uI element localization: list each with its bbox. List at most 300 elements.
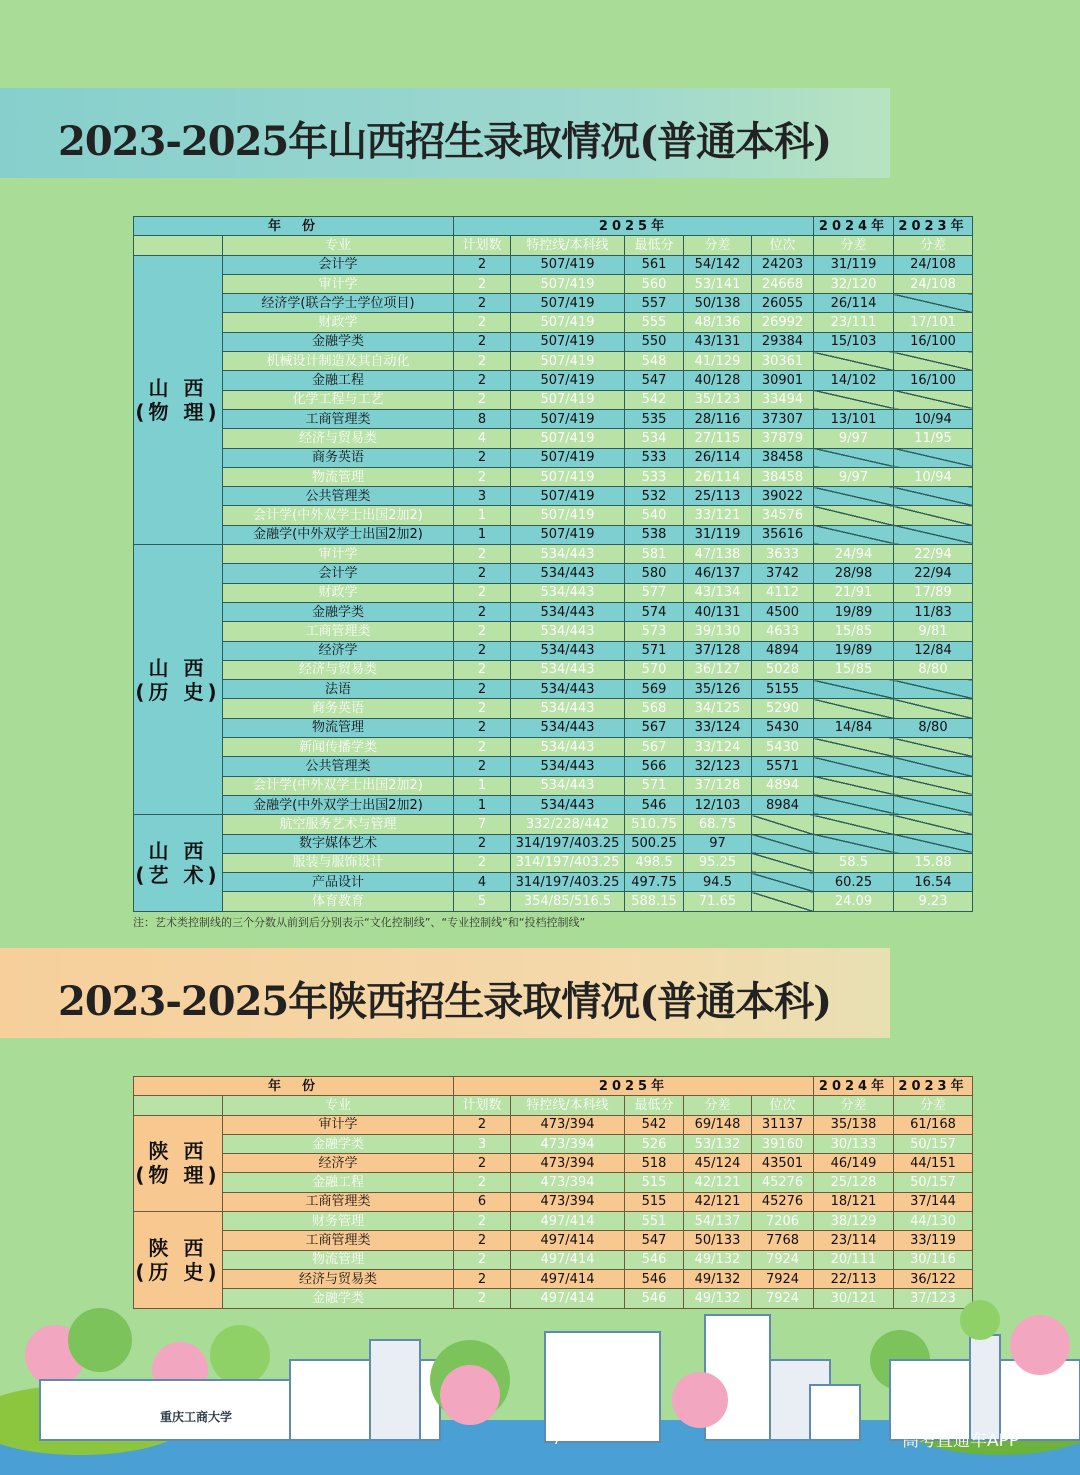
table-cell: 2 [454, 641, 511, 660]
table-cell: 557 [625, 294, 684, 313]
table-cell: 8/80 [894, 660, 973, 679]
table-cell: 16.54 [894, 873, 973, 892]
table-cell: 58.5 [814, 853, 894, 872]
table-cell: 2 [454, 699, 511, 718]
table-row [134, 352, 973, 371]
table-cell: 24203 [752, 255, 814, 274]
table-cell: 10/94 [894, 409, 973, 428]
table-cell: 526 [625, 1134, 684, 1153]
table-cell: 50/157 [894, 1134, 973, 1153]
table-cell: 314/197/403.25 [511, 853, 625, 872]
table-cell: 1 [454, 795, 511, 814]
table-row [134, 1231, 973, 1250]
table-cell: 31137 [752, 1115, 814, 1134]
table-cell: 3 [454, 487, 511, 506]
table-cell: 49/132 [684, 1269, 752, 1288]
table-cell: 4894 [752, 641, 814, 660]
table-cell [752, 873, 814, 892]
table-cell: 507/419 [511, 255, 625, 274]
table-cell: 507/419 [511, 506, 625, 525]
table-row [134, 602, 973, 621]
table-cell: 534/443 [511, 718, 625, 737]
header-2024: 2024年 [814, 217, 894, 236]
table-cell: 4 [454, 429, 511, 448]
header-2023: 2023年 [894, 1077, 973, 1096]
header-group-blank [134, 236, 223, 255]
table-cell [814, 738, 894, 757]
table-cell: 30901 [752, 371, 814, 390]
table-cell: 35/138 [814, 1115, 894, 1134]
table-cell: 535 [625, 409, 684, 428]
table-cell: 4633 [752, 622, 814, 641]
table-cell [894, 795, 973, 814]
table-cell: 574 [625, 602, 684, 621]
table-cell: 26992 [752, 313, 814, 332]
table-cell: 26/114 [814, 294, 894, 313]
table-cell: 547 [625, 1231, 684, 1250]
table-cell: 物流管理 [223, 718, 454, 737]
table-cell [814, 776, 894, 795]
table-cell: 经济与贸易类 [223, 660, 454, 679]
table-cell: 515 [625, 1173, 684, 1192]
table-cell: 工商管理类 [223, 1231, 454, 1250]
header-plan: 计划数 [454, 1096, 511, 1115]
table-row [134, 390, 973, 409]
table-cell: 39/130 [684, 622, 752, 641]
table-row [134, 409, 973, 428]
table-cell [814, 815, 894, 834]
table-cell: 577 [625, 583, 684, 602]
table-cell: 35/126 [684, 680, 752, 699]
header-diff24: 分差 [814, 236, 894, 255]
table-cell: 14/102 [814, 371, 894, 390]
table-cell: 体育教育 [223, 892, 454, 911]
table-cell: 5430 [752, 738, 814, 757]
table-row [134, 313, 973, 332]
table-cell: 497/414 [511, 1212, 625, 1231]
table-cell: 567 [625, 738, 684, 757]
table-cell: 49/132 [684, 1250, 752, 1269]
table-row [134, 738, 973, 757]
table-cell: 31/119 [684, 525, 752, 544]
table-cell: 5 [454, 892, 511, 911]
table-cell: 46/137 [684, 564, 752, 583]
table-cell [894, 776, 973, 795]
table-cell: 2 [454, 352, 511, 371]
table-cell: 2 [454, 1289, 511, 1308]
table-cell: 507/419 [511, 487, 625, 506]
table-cell: 507/419 [511, 294, 625, 313]
table-cell: 5571 [752, 757, 814, 776]
group-label: 陕 西 (物 理) [134, 1115, 223, 1211]
table-cell: 财政学 [223, 313, 454, 332]
table-cell: 27/115 [684, 429, 752, 448]
table-row [134, 332, 973, 351]
table-cell: 534/443 [511, 776, 625, 795]
table-cell: 550 [625, 332, 684, 351]
table-cell: 2 [454, 738, 511, 757]
table-cell: 473/394 [511, 1134, 625, 1153]
watermark: 高考直通车APP [902, 1431, 1020, 1451]
table-cell: 16/100 [894, 332, 973, 351]
table-cell: 50/157 [894, 1173, 973, 1192]
table-cell: 15/85 [814, 660, 894, 679]
table-row [134, 448, 973, 467]
table-cell: 2 [454, 757, 511, 776]
table-cell: 22/94 [894, 564, 973, 583]
header-2025: 2025年 [454, 1077, 814, 1096]
table-row [134, 795, 973, 814]
table-cell [894, 294, 973, 313]
table-cell [814, 699, 894, 718]
table-cell [752, 834, 814, 853]
table-cell: 507/419 [511, 313, 625, 332]
table-cell: 507/419 [511, 390, 625, 409]
table-row [134, 834, 973, 853]
table-cell: 507/419 [511, 448, 625, 467]
table-cell: 15/103 [814, 332, 894, 351]
table-cell: 33/119 [894, 1231, 973, 1250]
table-cell: 8 [454, 409, 511, 428]
table-row [134, 699, 973, 718]
table-cell: 507/419 [511, 371, 625, 390]
table-cell: 2 [454, 680, 511, 699]
table-cell: 60.25 [814, 873, 894, 892]
table-cell: 5155 [752, 680, 814, 699]
table-cell: 581 [625, 545, 684, 564]
table-cell: 6 [454, 1192, 511, 1211]
table-cell: 物流管理 [223, 467, 454, 486]
table-cell: 42/121 [684, 1173, 752, 1192]
table-cell [894, 448, 973, 467]
table-cell: 45276 [752, 1173, 814, 1192]
table-cell: 2 [454, 1269, 511, 1288]
table-cell: 33/124 [684, 718, 752, 737]
table-cell: 546 [625, 795, 684, 814]
table-cell: 39022 [752, 487, 814, 506]
table-cell: 20/111 [814, 1250, 894, 1269]
table-cell: 5430 [752, 718, 814, 737]
table-cell: 498.5 [625, 853, 684, 872]
table-cell: 94.5 [684, 873, 752, 892]
table-cell: 2 [454, 545, 511, 564]
table-cell: 33494 [752, 390, 814, 409]
table-cell: 13/101 [814, 409, 894, 428]
campus-sign: 重庆工商大学 [160, 1410, 233, 1424]
table-cell: 商务英语 [223, 448, 454, 467]
table-cell [894, 738, 973, 757]
table-cell: 7206 [752, 1212, 814, 1231]
table-cell: 546 [625, 1250, 684, 1269]
table-row [134, 815, 973, 834]
table-cell: 金融工程 [223, 1173, 454, 1192]
table-cell: 32/123 [684, 757, 752, 776]
table-cell: 5028 [752, 660, 814, 679]
table-cell: 39160 [752, 1134, 814, 1153]
table-cell [814, 757, 894, 776]
header-diff23: 分差 [894, 1096, 973, 1115]
header-min: 最低分 [625, 236, 684, 255]
page-title-shaanxi: 2023-2025年陕西招生录取情况(普通本科) [58, 978, 832, 1025]
table-row [134, 641, 973, 660]
table-row [134, 255, 973, 274]
table-cell: 569 [625, 680, 684, 699]
table-cell [894, 757, 973, 776]
table-cell: 38/129 [814, 1212, 894, 1231]
table-cell: 33/124 [684, 738, 752, 757]
table-cell: 507/419 [511, 274, 625, 293]
group-label: 山 西 (物 理) [134, 255, 223, 544]
table-cell: 49/132 [684, 1289, 752, 1308]
table-row [134, 622, 973, 641]
table-cell [814, 525, 894, 544]
table-cell: 会计学(中外双学士出国2加2) [223, 776, 454, 795]
table-cell: 2 [454, 564, 511, 583]
table-cell: 547 [625, 371, 684, 390]
table-cell: 12/84 [894, 641, 973, 660]
table-cell: 18/121 [814, 1192, 894, 1211]
table-cell: 2 [454, 622, 511, 641]
table-cell: 37/128 [684, 776, 752, 795]
table-cell: 25/128 [814, 1173, 894, 1192]
table-cell: 53/141 [684, 274, 752, 293]
table-cell: 507/419 [511, 352, 625, 371]
table-cell: 473/394 [511, 1154, 625, 1173]
table-cell: 534/443 [511, 545, 625, 564]
table-row [134, 660, 973, 679]
table-cell: 15/85 [814, 622, 894, 641]
table-cell: 2 [454, 583, 511, 602]
table-cell: 9.23 [894, 892, 973, 911]
table-cell: 2 [454, 255, 511, 274]
table-cell: 21/91 [814, 583, 894, 602]
table-cell: 61/168 [894, 1115, 973, 1134]
table-cell: 法语 [223, 680, 454, 699]
table-cell [814, 487, 894, 506]
table-cell: 54/142 [684, 255, 752, 274]
table-cell: 金融工程 [223, 371, 454, 390]
table-cell [894, 680, 973, 699]
table-cell [814, 680, 894, 699]
table-cell [752, 892, 814, 911]
table-cell: 29384 [752, 332, 814, 351]
table-cell: 航空服务艺术与管理 [223, 815, 454, 834]
table-cell: 573 [625, 622, 684, 641]
table-cell: 534/443 [511, 757, 625, 776]
table-cell: 审计学 [223, 545, 454, 564]
table-cell [894, 506, 973, 525]
table-cell: 10/94 [894, 467, 973, 486]
page-number: ·7· [548, 1432, 566, 1448]
table-cell [894, 699, 973, 718]
table-row [134, 294, 973, 313]
table-cell: 物流管理 [223, 1250, 454, 1269]
table-cell: 9/97 [814, 467, 894, 486]
table-cell: 473/394 [511, 1173, 625, 1192]
header-group-blank [134, 1096, 223, 1115]
table-cell: 5290 [752, 699, 814, 718]
table-cell: 43/134 [684, 583, 752, 602]
table-cell: 30361 [752, 352, 814, 371]
table-cell: 会计学 [223, 564, 454, 583]
table-row [134, 274, 973, 293]
header-major: 专业 [223, 236, 454, 255]
table-cell: 40/131 [684, 602, 752, 621]
header-diff24: 分差 [814, 1096, 894, 1115]
table-cell [894, 834, 973, 853]
table-row [134, 680, 973, 699]
table-cell: 37307 [752, 409, 814, 428]
table-cell: 4894 [752, 776, 814, 795]
table-cell: 工商管理类 [223, 409, 454, 428]
table-cell: 金融学(中外双学士出国2加2) [223, 795, 454, 814]
table-row [134, 757, 973, 776]
table-cell: 542 [625, 390, 684, 409]
table-cell: 7924 [752, 1289, 814, 1308]
table-cell: 50/138 [684, 294, 752, 313]
table-cell [894, 352, 973, 371]
table-cell: 36/122 [894, 1269, 973, 1288]
header-line: 特控线/本科线 [511, 1096, 625, 1115]
table-cell: 23/111 [814, 313, 894, 332]
table-cell: 37/128 [684, 641, 752, 660]
header-plan: 计划数 [454, 236, 511, 255]
table-cell [752, 815, 814, 834]
table-cell: 2 [454, 1115, 511, 1134]
table-cell: 22/94 [894, 545, 973, 564]
table-cell: 515 [625, 1192, 684, 1211]
table-cell: 22/113 [814, 1269, 894, 1288]
table-cell: 538 [625, 525, 684, 544]
table-cell: 产品设计 [223, 873, 454, 892]
table-cell: 新闻传播学类 [223, 738, 454, 757]
table-cell [814, 506, 894, 525]
table-cell: 工商管理类 [223, 1192, 454, 1211]
table-cell: 35/123 [684, 390, 752, 409]
table-cell [814, 352, 894, 371]
table-cell [814, 834, 894, 853]
table-cell [894, 815, 973, 834]
table-cell [814, 795, 894, 814]
table-cell: 16/100 [894, 371, 973, 390]
table-cell: 497/414 [511, 1250, 625, 1269]
table-row [134, 1269, 973, 1288]
table-cell: 24/108 [894, 255, 973, 274]
table-cell: 3742 [752, 564, 814, 583]
table-cell: 32/120 [814, 274, 894, 293]
table-cell: 4112 [752, 583, 814, 602]
table-cell: 12/103 [684, 795, 752, 814]
table-cell: 571 [625, 641, 684, 660]
table-cell: 9/81 [894, 622, 973, 641]
table-cell: 46/149 [814, 1154, 894, 1173]
table-cell: 53/132 [684, 1134, 752, 1153]
table-cell: 财政学 [223, 583, 454, 602]
table-row [134, 873, 973, 892]
table-cell: 473/394 [511, 1115, 625, 1134]
table-cell: 43/131 [684, 332, 752, 351]
table-cell: 533 [625, 467, 684, 486]
table-cell: 34/125 [684, 699, 752, 718]
table-cell: 7768 [752, 1231, 814, 1250]
table-cell: 533 [625, 448, 684, 467]
table-cell: 534/443 [511, 641, 625, 660]
group-label: 陕 西 (历 史) [134, 1212, 223, 1308]
table-row [134, 583, 973, 602]
table-cell: 17/89 [894, 583, 973, 602]
table-cell: 45/124 [684, 1154, 752, 1173]
table-cell: 95.25 [684, 853, 752, 872]
table-cell: 30/116 [894, 1250, 973, 1269]
table-row [134, 1212, 973, 1231]
table-cell: 14/84 [814, 718, 894, 737]
table-cell: 3 [454, 1134, 511, 1153]
table-cell: 4500 [752, 602, 814, 621]
table-cell: 经济与贸易类 [223, 429, 454, 448]
table-cell [752, 853, 814, 872]
table-cell: 40/128 [684, 371, 752, 390]
table-cell: 555 [625, 313, 684, 332]
table-cell: 26055 [752, 294, 814, 313]
table-cell: 38458 [752, 467, 814, 486]
table-cell: 2 [454, 1212, 511, 1231]
table-cell [814, 390, 894, 409]
table-row [134, 1134, 973, 1153]
table-cell: 510.75 [625, 815, 684, 834]
table-cell: 54/137 [684, 1212, 752, 1231]
table-cell: 经济学 [223, 641, 454, 660]
table-row [134, 1115, 973, 1134]
table-cell: 2 [454, 294, 511, 313]
table-row [134, 564, 973, 583]
table-body [134, 1077, 973, 1309]
table-cell: 38458 [752, 448, 814, 467]
table-row [134, 429, 973, 448]
table-cell: 534/443 [511, 602, 625, 621]
table-cell: 11/95 [894, 429, 973, 448]
table-cell: 561 [625, 255, 684, 274]
table-cell: 19/89 [814, 641, 894, 660]
table-cell: 500.25 [625, 834, 684, 853]
table-cell: 金融学类 [223, 1289, 454, 1308]
table-cell: 534/443 [511, 622, 625, 641]
table-cell: 财务管理 [223, 1212, 454, 1231]
table-cell: 37879 [752, 429, 814, 448]
banner-shanxi [0, 88, 890, 178]
table-cell: 570 [625, 660, 684, 679]
table-cell: 548 [625, 352, 684, 371]
table-cell: 36/127 [684, 660, 752, 679]
table-row [134, 1173, 973, 1192]
table-cell: 2 [454, 467, 511, 486]
table-cell: 公共管理类 [223, 757, 454, 776]
header-row-columns [134, 236, 973, 255]
table-cell: 567 [625, 718, 684, 737]
table-cell: 45276 [752, 1192, 814, 1211]
table-row [134, 892, 973, 911]
table-cell: 公共管理类 [223, 487, 454, 506]
header-rank: 位次 [752, 1096, 814, 1115]
header-2025: 2025年 [454, 217, 814, 236]
table-cell: 497/414 [511, 1289, 625, 1308]
table-cell: 71.65 [684, 892, 752, 911]
table-cell: 30/121 [814, 1289, 894, 1308]
table-cell: 1 [454, 506, 511, 525]
header-major: 专业 [223, 1096, 454, 1115]
table-row [134, 853, 973, 872]
table-cell: 518 [625, 1154, 684, 1173]
header-year-corner: 年 份 [134, 1077, 454, 1096]
